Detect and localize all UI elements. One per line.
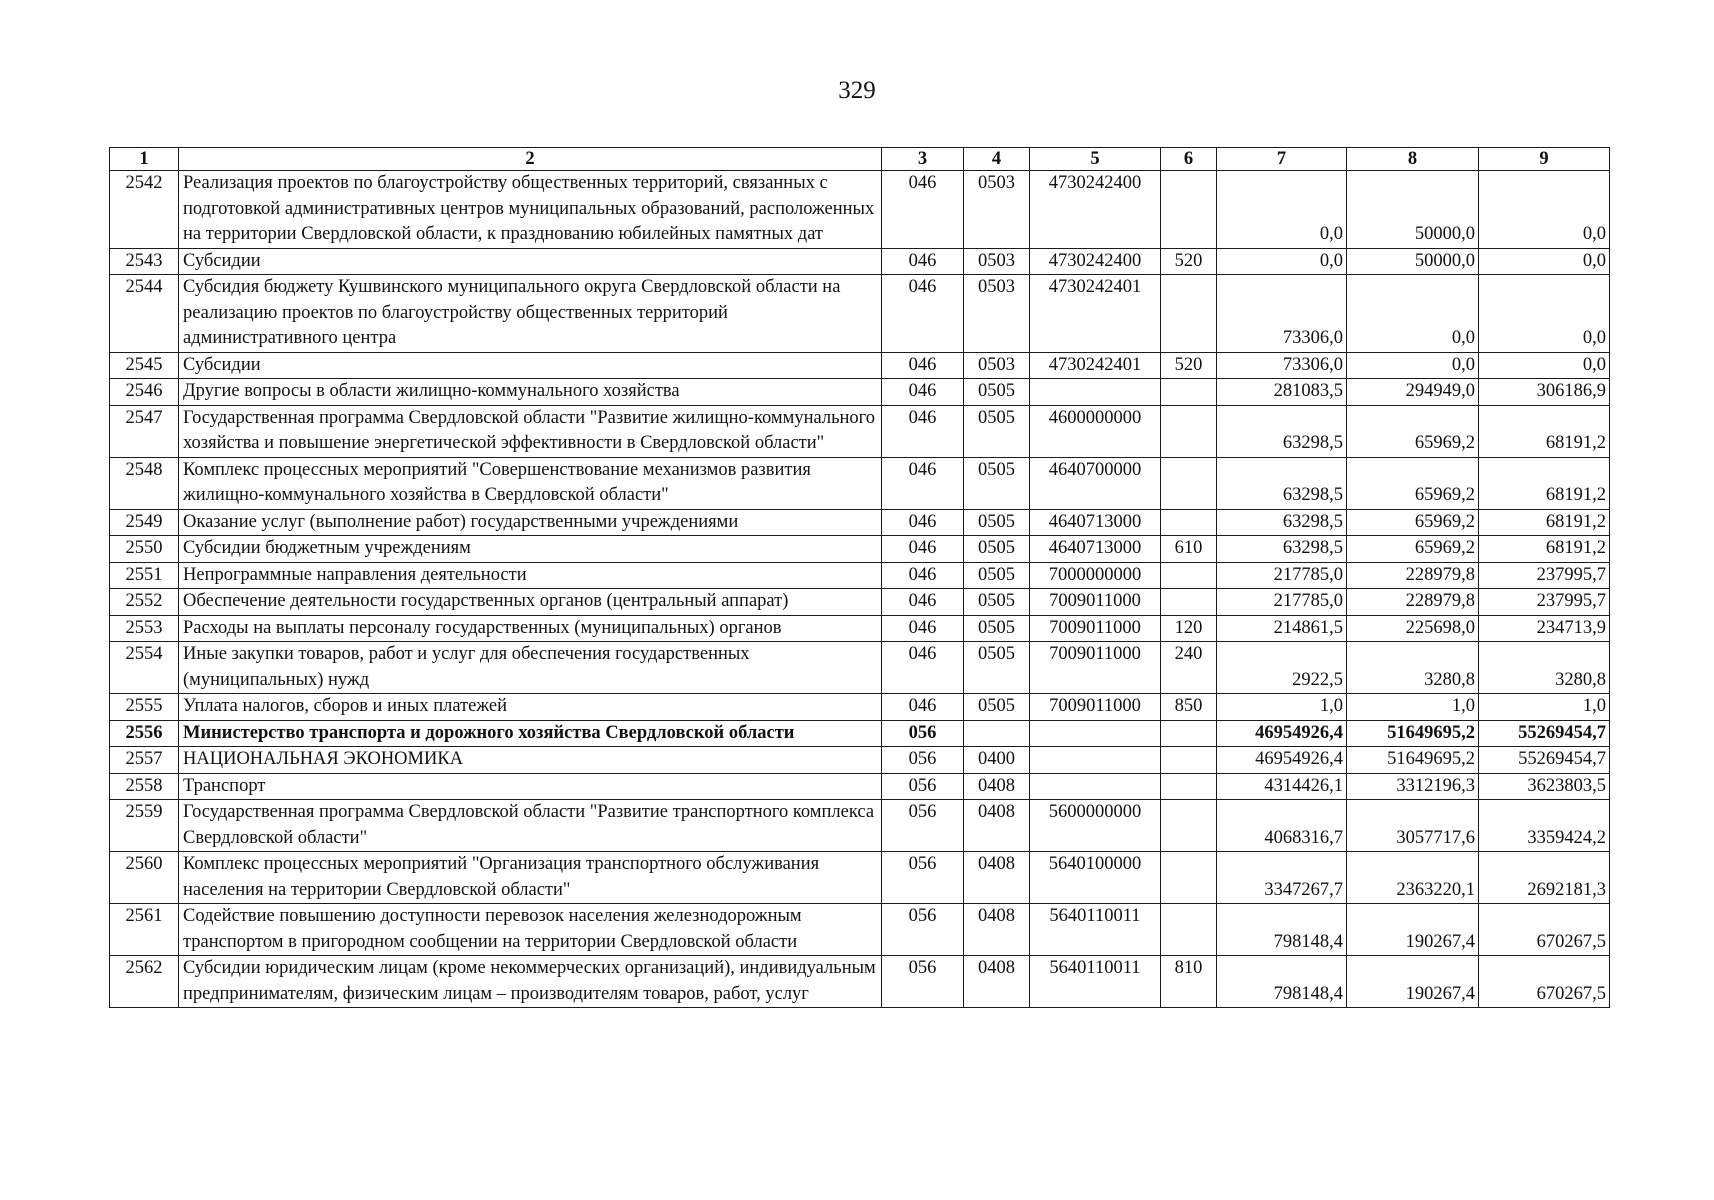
ministry-code: 046 <box>882 562 964 589</box>
amount-col-9: 68191,2 <box>1479 457 1610 509</box>
ministry-code: 046 <box>882 248 964 275</box>
table-row <box>110 457 1610 509</box>
row-number: 2554 <box>110 642 179 694</box>
amount-col-8: 65969,2 <box>1347 509 1479 536</box>
row-name: Оказание услуг (выполнение работ) государственными учреждениями <box>179 509 882 536</box>
expense-type-code <box>1161 405 1217 457</box>
expense-type-code: 520 <box>1161 248 1217 275</box>
amount-col-7: 798148,4 <box>1217 956 1347 1008</box>
row-number: 2553 <box>110 615 179 642</box>
section-code: 0505 <box>964 562 1030 589</box>
section-code: 0503 <box>964 275 1030 353</box>
table-row <box>110 248 1610 275</box>
table-row <box>110 615 1610 642</box>
amount-col-8: 1,0 <box>1347 694 1479 721</box>
ministry-code: 046 <box>882 457 964 509</box>
row-number: 2549 <box>110 509 179 536</box>
target-article-code: 7009011000 <box>1030 615 1161 642</box>
target-article-code: 7009011000 <box>1030 589 1161 616</box>
row-number: 2552 <box>110 589 179 616</box>
table-row <box>110 773 1610 800</box>
row-name: Реализация проектов по благоустройству общественных территорий, связанных с подготовкой административных центров муниципальных образований, расположенных на территории Свердловской области, к празднованию юбилейных памятных дат <box>179 171 882 249</box>
target-article-code: 5600000000 <box>1030 800 1161 852</box>
row-number: 2548 <box>110 457 179 509</box>
amount-col-9: 1,0 <box>1479 694 1610 721</box>
amount-col-7: 0,0 <box>1217 248 1347 275</box>
amount-col-7: 4068316,7 <box>1217 800 1347 852</box>
amount-col-7: 217785,0 <box>1217 589 1347 616</box>
table-row <box>110 956 1610 1008</box>
table-row <box>110 562 1610 589</box>
amount-col-8: 294949,0 <box>1347 379 1479 406</box>
target-article-code: 4640700000 <box>1030 457 1161 509</box>
section-code: 0505 <box>964 536 1030 563</box>
row-number: 2561 <box>110 904 179 956</box>
row-name: Субсидии <box>179 352 882 379</box>
page-number: 329 <box>838 77 876 104</box>
target-article-code <box>1030 747 1161 774</box>
section-code: 0503 <box>964 171 1030 249</box>
table-row <box>110 536 1610 563</box>
row-number: 2556 <box>110 720 179 747</box>
section-code: 0505 <box>964 379 1030 406</box>
expense-type-code <box>1161 773 1217 800</box>
row-number: 2544 <box>110 275 179 353</box>
ministry-code: 046 <box>882 405 964 457</box>
amount-col-7: 281083,5 <box>1217 379 1347 406</box>
ministry-code: 056 <box>882 904 964 956</box>
column-header: 1 <box>110 148 179 171</box>
target-article-code: 4730242401 <box>1030 275 1161 353</box>
amount-col-8: 228979,8 <box>1347 562 1479 589</box>
amount-col-7: 3347267,7 <box>1217 852 1347 904</box>
amount-col-8: 51649695,2 <box>1347 747 1479 774</box>
section-code: 0505 <box>964 694 1030 721</box>
target-article-code: 7009011000 <box>1030 642 1161 694</box>
amount-col-8: 228979,8 <box>1347 589 1479 616</box>
ministry-code: 046 <box>882 694 964 721</box>
amount-col-7: 214861,5 <box>1217 615 1347 642</box>
amount-col-9: 3359424,2 <box>1479 800 1610 852</box>
amount-col-9: 68191,2 <box>1479 405 1610 457</box>
row-number: 2560 <box>110 852 179 904</box>
row-number: 2555 <box>110 694 179 721</box>
column-header: 8 <box>1347 148 1479 171</box>
section-code: 0505 <box>964 405 1030 457</box>
target-article-code: 4730242401 <box>1030 352 1161 379</box>
section-code <box>964 720 1030 747</box>
amount-col-7: 798148,4 <box>1217 904 1347 956</box>
row-number: 2551 <box>110 562 179 589</box>
column-header: 2 <box>179 148 882 171</box>
amount-col-9: 0,0 <box>1479 248 1610 275</box>
expense-type-code <box>1161 275 1217 353</box>
expense-type-code: 810 <box>1161 956 1217 1008</box>
table-row <box>110 694 1610 721</box>
ministry-code: 046 <box>882 642 964 694</box>
amount-col-7: 0,0 <box>1217 171 1347 249</box>
amount-col-9: 55269454,7 <box>1479 720 1610 747</box>
section-code: 0505 <box>964 642 1030 694</box>
table-row <box>110 509 1610 536</box>
amount-col-9: 68191,2 <box>1479 509 1610 536</box>
target-article-code: 4640713000 <box>1030 536 1161 563</box>
ministry-code: 046 <box>882 536 964 563</box>
amount-col-9: 237995,7 <box>1479 562 1610 589</box>
row-name: Непрограммные направления деятельности <box>179 562 882 589</box>
table-row <box>110 352 1610 379</box>
row-name: Иные закупки товаров, работ и услуг для обеспечения государственных (муниципальных) нужд <box>179 642 882 694</box>
amount-col-9: 3280,8 <box>1479 642 1610 694</box>
row-name: НАЦИОНАЛЬНАЯ ЭКОНОМИКА <box>179 747 882 774</box>
amount-col-8: 51649695,2 <box>1347 720 1479 747</box>
row-name: Транспорт <box>179 773 882 800</box>
amount-col-9: 3623803,5 <box>1479 773 1610 800</box>
target-article-code: 5640110011 <box>1030 904 1161 956</box>
table-row <box>110 642 1610 694</box>
row-number: 2558 <box>110 773 179 800</box>
row-name: Субсидия бюджету Кушвинского муниципального округа Свердловской области на реализацию проектов по благоустройству общественных территорий административного центра <box>179 275 882 353</box>
table-row <box>110 904 1610 956</box>
column-header: 9 <box>1479 148 1610 171</box>
amount-col-8: 65969,2 <box>1347 536 1479 563</box>
row-name: Государственная программа Свердловской области "Развитие жилищно-коммунального хозяйства и повышение энергетической эффективности в Свердловской области" <box>179 405 882 457</box>
amount-col-9: 0,0 <box>1479 275 1610 353</box>
amount-col-8: 0,0 <box>1347 352 1479 379</box>
table-row <box>110 720 1610 747</box>
row-name: Субсидии бюджетным учреждениям <box>179 536 882 563</box>
expense-type-code <box>1161 562 1217 589</box>
section-code: 0408 <box>964 904 1030 956</box>
row-name: Субсидии <box>179 248 882 275</box>
ministry-code: 056 <box>882 720 964 747</box>
amount-col-7: 63298,5 <box>1217 405 1347 457</box>
amount-col-8: 190267,4 <box>1347 956 1479 1008</box>
table-row <box>110 800 1610 852</box>
ministry-code: 056 <box>882 747 964 774</box>
target-article-code: 7000000000 <box>1030 562 1161 589</box>
expense-type-code <box>1161 747 1217 774</box>
target-article-code: 4730242400 <box>1030 248 1161 275</box>
row-number: 2543 <box>110 248 179 275</box>
amount-col-8: 50000,0 <box>1347 171 1479 249</box>
row-number: 2542 <box>110 171 179 249</box>
table-header-row <box>110 148 1610 171</box>
row-name: Обеспечение деятельности государственных органов (центральный аппарат) <box>179 589 882 616</box>
target-article-code: 4730242400 <box>1030 171 1161 249</box>
amount-col-7: 46954926,4 <box>1217 747 1347 774</box>
amount-col-9: 237995,7 <box>1479 589 1610 616</box>
ministry-code: 046 <box>882 171 964 249</box>
target-article-code <box>1030 720 1161 747</box>
row-name: Государственная программа Свердловской области "Развитие транспортного комплекса Свердловской области" <box>179 800 882 852</box>
table-body <box>110 171 1610 1008</box>
row-name: Комплекс процессных мероприятий "Совершенствование механизмов развития жилищно-коммунального хозяйства в Свердловской области" <box>179 457 882 509</box>
expense-type-code <box>1161 379 1217 406</box>
amount-col-8: 65969,2 <box>1347 405 1479 457</box>
amount-col-7: 73306,0 <box>1217 352 1347 379</box>
row-number: 2557 <box>110 747 179 774</box>
ministry-code: 046 <box>882 379 964 406</box>
section-code: 0505 <box>964 589 1030 616</box>
expense-type-code <box>1161 509 1217 536</box>
row-number: 2547 <box>110 405 179 457</box>
amount-col-8: 3057717,6 <box>1347 800 1479 852</box>
row-name: Уплата налогов, сборов и иных платежей <box>179 694 882 721</box>
target-article-code: 4600000000 <box>1030 405 1161 457</box>
ministry-code: 056 <box>882 956 964 1008</box>
target-article-code: 7009011000 <box>1030 694 1161 721</box>
expense-type-code: 240 <box>1161 642 1217 694</box>
section-code: 0505 <box>964 457 1030 509</box>
expense-type-code <box>1161 171 1217 249</box>
amount-col-8: 3280,8 <box>1347 642 1479 694</box>
target-article-code: 5640100000 <box>1030 852 1161 904</box>
amount-col-9: 234713,9 <box>1479 615 1610 642</box>
ministry-code: 046 <box>882 352 964 379</box>
ministry-code: 046 <box>882 275 964 353</box>
row-number: 2546 <box>110 379 179 406</box>
row-name: Комплекс процессных мероприятий "Организация транспортного обслуживания населения на территории Свердловской области" <box>179 852 882 904</box>
row-name: Субсидии юридическим лицам (кроме некоммерческих организаций), индивидуальным предпринимателям, физическим лицам – производителям товаров, работ, услуг <box>179 956 882 1008</box>
column-header: 6 <box>1161 148 1217 171</box>
amount-col-7: 1,0 <box>1217 694 1347 721</box>
ministry-code: 046 <box>882 615 964 642</box>
row-name: Другие вопросы в области жилищно-коммунального хозяйства <box>179 379 882 406</box>
amount-col-8: 65969,2 <box>1347 457 1479 509</box>
row-number: 2550 <box>110 536 179 563</box>
expense-type-code <box>1161 904 1217 956</box>
amount-col-7: 217785,0 <box>1217 562 1347 589</box>
budget-table <box>109 147 1610 1008</box>
expense-type-code <box>1161 457 1217 509</box>
table-row <box>110 379 1610 406</box>
amount-col-8: 225698,0 <box>1347 615 1479 642</box>
row-number: 2559 <box>110 800 179 852</box>
amount-col-8: 0,0 <box>1347 275 1479 353</box>
amount-col-8: 2363220,1 <box>1347 852 1479 904</box>
section-code: 0400 <box>964 747 1030 774</box>
amount-col-7: 4314426,1 <box>1217 773 1347 800</box>
amount-col-7: 63298,5 <box>1217 509 1347 536</box>
target-article-code: 4640713000 <box>1030 509 1161 536</box>
amount-col-7: 2922,5 <box>1217 642 1347 694</box>
expense-type-code: 120 <box>1161 615 1217 642</box>
table-row <box>110 171 1610 249</box>
section-code: 0503 <box>964 352 1030 379</box>
amount-col-8: 50000,0 <box>1347 248 1479 275</box>
ministry-code: 046 <box>882 509 964 536</box>
target-article-code: 5640110011 <box>1030 956 1161 1008</box>
row-name: Содействие повышению доступности перевозок населения железнодорожным транспортом в пригородном сообщении на территории Свердловской области <box>179 904 882 956</box>
amount-col-9: 68191,2 <box>1479 536 1610 563</box>
column-header: 4 <box>964 148 1030 171</box>
row-name: Министерство транспорта и дорожного хозяйства Свердловской области <box>179 720 882 747</box>
section-code: 0505 <box>964 509 1030 536</box>
amount-col-9: 55269454,7 <box>1479 747 1610 774</box>
row-number: 2545 <box>110 352 179 379</box>
expense-type-code <box>1161 852 1217 904</box>
expense-type-code: 610 <box>1161 536 1217 563</box>
expense-type-code <box>1161 589 1217 616</box>
amount-col-9: 2692181,3 <box>1479 852 1610 904</box>
amount-col-9: 0,0 <box>1479 352 1610 379</box>
amount-col-7: 73306,0 <box>1217 275 1347 353</box>
amount-col-9: 670267,5 <box>1479 956 1610 1008</box>
target-article-code <box>1030 773 1161 800</box>
section-code: 0505 <box>964 615 1030 642</box>
amount-col-7: 63298,5 <box>1217 536 1347 563</box>
column-header: 7 <box>1217 148 1347 171</box>
column-header: 5 <box>1030 148 1161 171</box>
table-row <box>110 589 1610 616</box>
expense-type-code <box>1161 720 1217 747</box>
expense-type-code: 520 <box>1161 352 1217 379</box>
section-code: 0408 <box>964 956 1030 1008</box>
expense-type-code: 850 <box>1161 694 1217 721</box>
row-number: 2562 <box>110 956 179 1008</box>
section-code: 0503 <box>964 248 1030 275</box>
table-row <box>110 747 1610 774</box>
column-header: 3 <box>882 148 964 171</box>
section-code: 0408 <box>964 852 1030 904</box>
amount-col-9: 0,0 <box>1479 171 1610 249</box>
section-code: 0408 <box>964 800 1030 852</box>
amount-col-7: 46954926,4 <box>1217 720 1347 747</box>
amount-col-9: 670267,5 <box>1479 904 1610 956</box>
amount-col-8: 3312196,3 <box>1347 773 1479 800</box>
section-code: 0408 <box>964 773 1030 800</box>
row-name: Расходы на выплаты персоналу государственных (муниципальных) органов <box>179 615 882 642</box>
amount-col-8: 190267,4 <box>1347 904 1479 956</box>
expense-type-code <box>1161 800 1217 852</box>
ministry-code: 056 <box>882 852 964 904</box>
amount-col-7: 63298,5 <box>1217 457 1347 509</box>
ministry-code: 046 <box>882 589 964 616</box>
target-article-code <box>1030 379 1161 406</box>
table-row <box>110 405 1610 457</box>
amount-col-9: 306186,9 <box>1479 379 1610 406</box>
ministry-code: 056 <box>882 773 964 800</box>
table-row <box>110 852 1610 904</box>
table-row <box>110 275 1610 353</box>
ministry-code: 056 <box>882 800 964 852</box>
